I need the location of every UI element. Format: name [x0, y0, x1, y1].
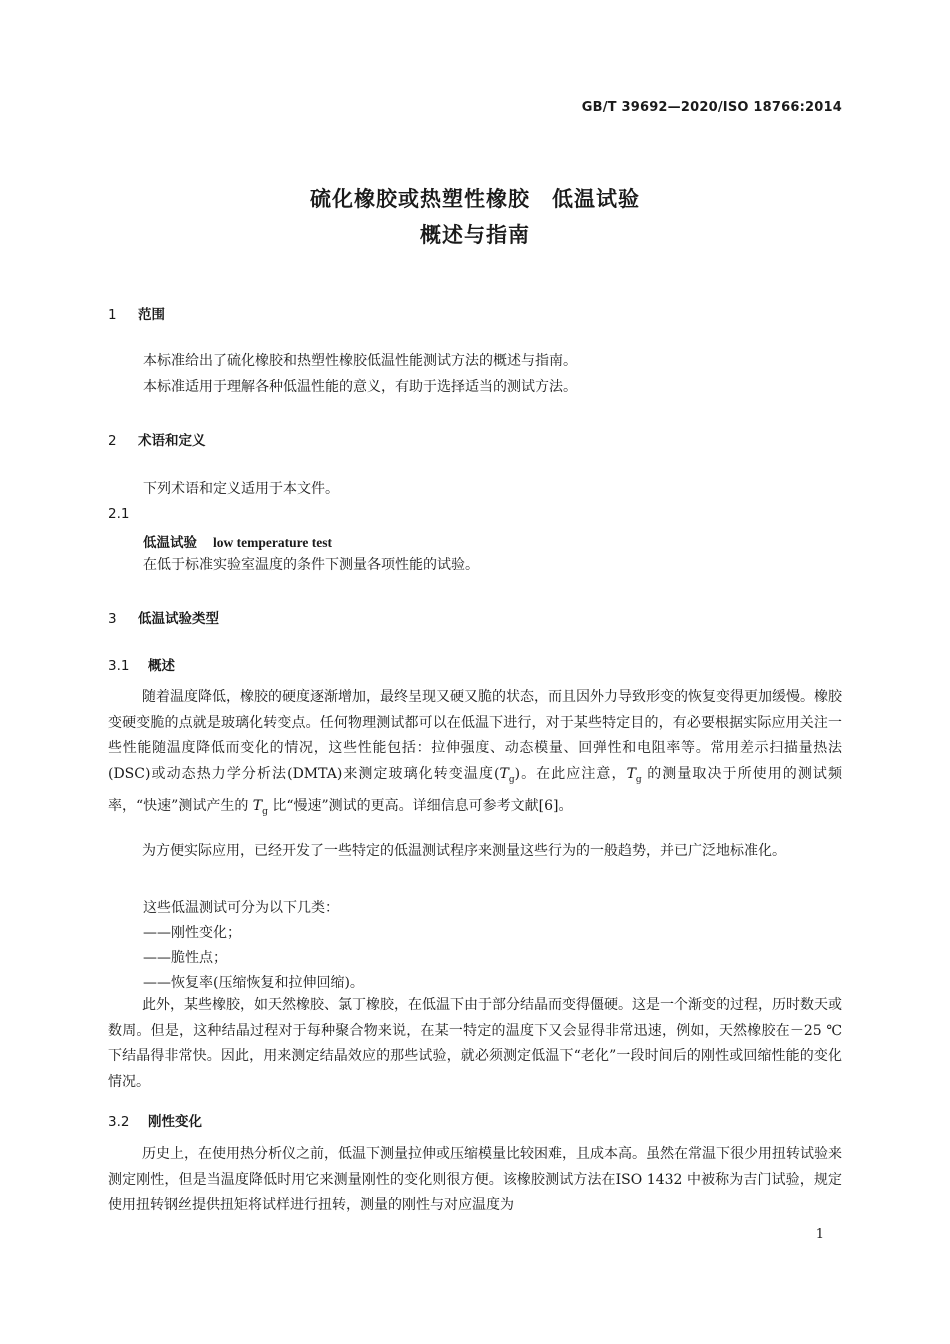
section-title: 概述: [148, 658, 175, 674]
paragraph-3-1-2: 为方便实际应用，已经开发了一些特定的低温测试程序来测量这些行为的一般趋势，并已广泛地标准化。: [142, 843, 786, 859]
paragraph-3-1-1: [108, 685, 842, 825]
section-number: 3: [108, 611, 117, 627]
symbol-subscript: g: [508, 774, 515, 785]
subsection-heading-3-2: [108, 1110, 202, 1130]
term-english: low temperature test: [213, 535, 332, 550]
symbol-T: T: [626, 766, 636, 783]
subsection-heading-3-1: [108, 654, 175, 674]
section-title: 范围: [138, 307, 165, 323]
section-number: 2: [108, 433, 117, 449]
symbol-T: T: [499, 766, 509, 783]
section-title: 刚性变化: [148, 1114, 202, 1130]
paragraph: 下列术语和定义适用于本文件。: [143, 481, 339, 497]
section-heading-3: [108, 607, 219, 627]
term-chinese: 低温试验: [143, 535, 197, 551]
term-heading: [143, 531, 332, 551]
section-heading-2: [108, 429, 206, 449]
section-number: 3.2: [108, 1114, 130, 1130]
term-number: 2.1: [108, 506, 130, 522]
section-number: 3.1: [108, 658, 130, 674]
paragraph: 本标准给出了硫化橡胶和热塑性橡胶低温性能测试方法的概述与指南。: [143, 353, 577, 369]
section-number: 1: [108, 307, 117, 323]
text-run: 的测量取决于所使用的测试频率，“快速”测试产生的: [108, 766, 842, 814]
page-number: 1: [815, 1227, 824, 1242]
section-heading-1: [108, 303, 165, 323]
paragraph-3-1-3: 这些低温测试可分为以下几类：: [143, 900, 339, 916]
paragraph-3-1-4: 此外，某些橡胶，如天然橡胶、氯丁橡胶，在低温下由于部分结晶而变得僵硬。这是一个渐变的过程，历时数天或数周。但是，这种结晶过程对于每种聚合物来说，在某一特定的温度下又会显得非常迅速，例如，天然橡胶在－25 ℃下结晶得非常快。因此，用来测定结晶效应的那些试验，就必须测定低温下“老化”一段时间后的刚性或回缩性能的变化情况。: [108, 997, 842, 1091]
text-run: 比“慢速”测试的更高。详细信息可参考文献[6]。: [267, 797, 573, 814]
term-definition: 在低于标准实验室温度的条件下测量各项性能的试验。: [143, 557, 479, 573]
list-item: ——恢复率(压缩恢复和拉伸回缩)。: [143, 975, 364, 991]
symbol-subscript: g: [635, 774, 642, 785]
document-title-line2: 概述与指南: [420, 223, 530, 247]
paragraph: 本标准适用于理解各种低温性能的意义，有助于选择适当的测试方法。: [143, 379, 577, 395]
list-item: ——脆性点；: [143, 950, 227, 966]
text-run: )。在此应注意，: [514, 766, 627, 783]
section-title: 术语和定义: [138, 433, 206, 449]
text-run: 随着温度降低，橡胶的硬度逐渐增加，最终呈现又硬又脆的状态，而且因外力导致形变的恢复变得更加缓慢。橡胶变硬变脆的点就是玻璃化转变点。任何物理测试都可以在低温下进行，对于某些特定目的，有必要根据实际应用关注一些性能随温度降低而变化的情况，这些性能包括：拉伸强度、动态模量、回弹性和电阻率等。常用差示扫描量热法(DSC)或动态热力学分析法(DMTA)来测定玻璃化转变温度(: [108, 689, 842, 783]
standard-code: GB/T 39692—2020/ISO 18766:2014: [581, 100, 842, 115]
symbol-subscript: g: [262, 806, 268, 817]
section-title: 低温试验类型: [138, 611, 219, 627]
paragraph-3-2-1: 历史上，在使用热分析仪之前，低温下测量拉伸或压缩模量比较困难，且成本高。虽然在常温下很少用扭转试验来测定刚性，但是当温度降低时用它来测量刚性的变化则很方便。该橡胶测试方法在ISO 1432 中被称为吉门试验，规定使用扭转钢丝提供扭矩将试样进行扭转，测量的刚性与对应温度为: [108, 1146, 842, 1214]
document-title-line1: 硫化橡胶或热塑性橡胶 低温试验: [310, 187, 640, 211]
symbol-T: T: [252, 797, 263, 814]
list-item: ——刚性变化；: [143, 925, 241, 941]
